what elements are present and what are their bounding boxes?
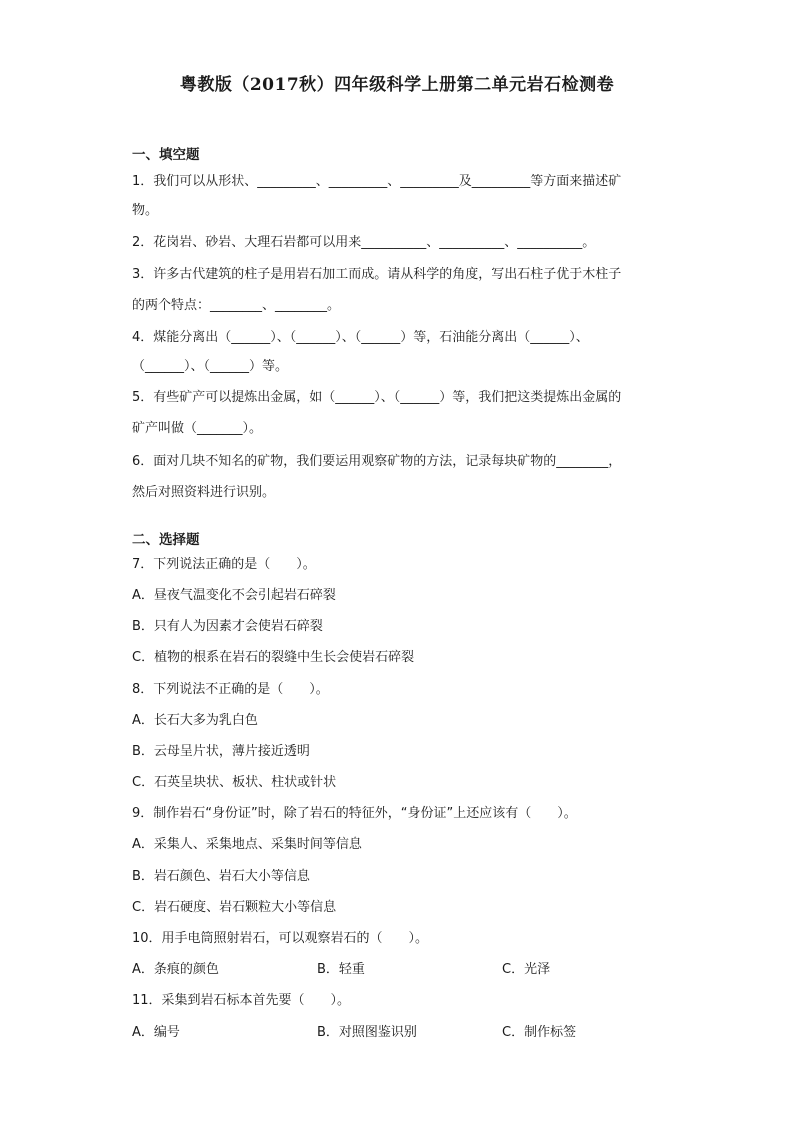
question-8-option-c: C．石英呈块状、板状、柱状或针状 xyxy=(132,775,337,790)
question-9-option-c: C．岩石硬度、岩石颗粒大小等信息 xyxy=(132,900,337,915)
question-7-option-c: C．植物的根系在岩石的裂缝中生长会使岩石碎裂 xyxy=(132,650,415,665)
question-10-option-c: C．光泽 xyxy=(502,962,551,977)
question-8-option-b: B．云母呈片状，薄片接近透明 xyxy=(132,744,310,759)
question-4-line-1: 4．煤能分离出（______）、（______）、（______）等，石油能分离出（______）、 xyxy=(132,330,589,345)
question-1-line-2: 物。 xyxy=(132,203,159,218)
question-1-line-1: 1．我们可以从形状、_________、_________、_________及_________等方面来描述矿 xyxy=(132,174,622,189)
question-11-option-a: A．编号 xyxy=(132,1025,180,1040)
question-6-line-1: 6．面对几块不知名的矿物，我们要运用观察矿物的方法，记录每块矿物的________， xyxy=(132,454,622,469)
question-10-option-a: A．条痕的颜色 xyxy=(132,962,219,977)
question-7-option-a: A．昼夜气温变化不会引起岩石碎裂 xyxy=(132,588,336,603)
question-5-line-1: 5．有些矿产可以提炼出金属，如（______）、（______）等，我们把这类提炼出金属的 xyxy=(132,390,622,405)
question-4-line-2: （______）、（______）等。 xyxy=(132,359,289,374)
section-heading-multiple-choice: 二、选择题 xyxy=(132,532,200,548)
question-5-line-2: 矿产叫做（_______）。 xyxy=(132,421,263,436)
question-7-stem: 7．下列说法正确的是（ ）。 xyxy=(132,557,316,572)
question-10-stem: 10．用手电筒照射岩石，可以观察岩石的（ ）。 xyxy=(132,931,429,946)
question-11-option-b: B．对照图鉴识别 xyxy=(317,1025,417,1040)
question-8-stem: 8．下列说法不正确的是（ ）。 xyxy=(132,682,329,697)
question-9-stem: 9．制作岩石“身份证”时，除了岩石的特征外，“身份证”上还应该有（ ）。 xyxy=(132,806,577,821)
question-11-option-c: C．制作标签 xyxy=(502,1025,577,1040)
question-10-option-b: B．轻重 xyxy=(317,962,365,977)
question-2: 2．花岗岩、砂岩、大理石岩都可以用来__________、__________、__________。 xyxy=(132,235,596,250)
question-8-option-a: A．长石大多为乳白色 xyxy=(132,713,258,728)
question-11-stem: 11．采集到岩石标本首先要（ ）。 xyxy=(132,993,351,1008)
question-6-line-2: 然后对照资料进行识别。 xyxy=(132,485,276,500)
question-9-option-a: A．采集人、采集地点、采集时间等信息 xyxy=(132,837,362,852)
page-title: 粤教版（2017秋）四年级科学上册第二单元岩石检测卷 xyxy=(179,75,615,95)
question-3-line-1: 3．许多古代建筑的柱子是用岩石加工而成。请从科学的角度，写出石柱子优于木柱子 xyxy=(132,267,622,282)
section-heading-fill-in: 一、填空题 xyxy=(132,147,200,163)
question-7-option-b: B．只有人为因素才会使岩石碎裂 xyxy=(132,619,323,634)
question-9-option-b: B．岩石颜色、岩石大小等信息 xyxy=(132,869,310,884)
question-3-line-2: 的两个特点：________、________。 xyxy=(132,298,341,313)
